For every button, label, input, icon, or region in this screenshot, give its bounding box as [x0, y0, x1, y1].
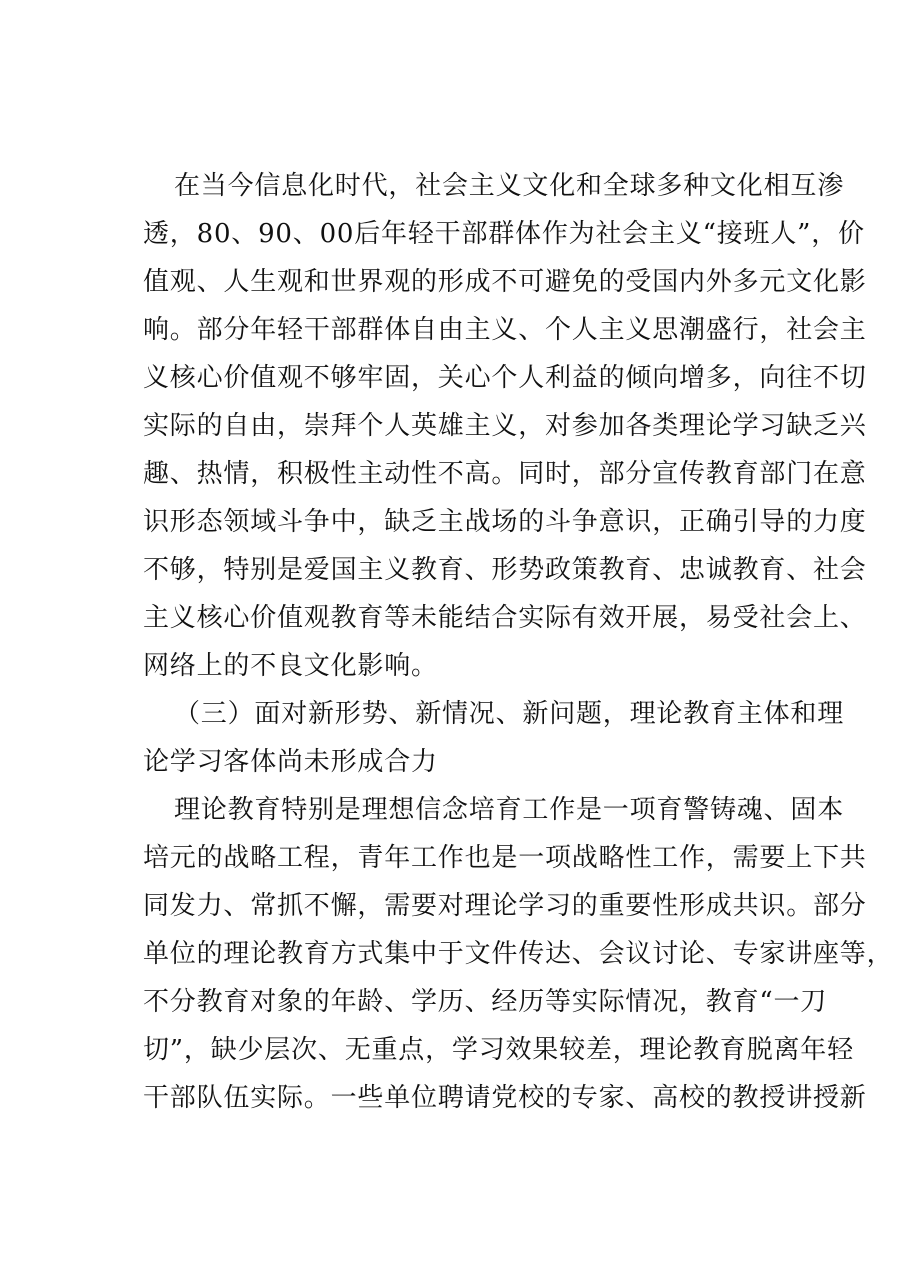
- paragraph-1-line-7: 趣、热情，积极性主动性不高。同时，部分宣传教育部门在意: [143, 459, 867, 489]
- paragraph-1-line-2: 透，80、90、00后年轻干部群体作为社会主义“接班人”，价: [143, 219, 865, 249]
- paragraph-2-line-6: 切”，缺少层次、无重点，学习效果较差，理论教育脱离年轻: [143, 1035, 854, 1065]
- paragraph-2-line-5: 不分教育对象的年龄、学历、经历等实际情况，教育“一刀: [143, 987, 828, 1017]
- paragraph-2-line-7: 干部队伍实际。一些单位聘请党校的专家、高校的教授讲授新: [143, 1083, 867, 1113]
- paragraph-2-line-1: 理论教育特别是理想信念培育工作是一项育警铸魂、固本: [174, 795, 845, 825]
- paragraph-1-line-5: 义核心价值观不够牢固，关心个人利益的倾向增多，向往不切: [143, 363, 867, 393]
- paragraph-2-line-4: 单位的理论教育方式集中于文件传达、会议讨论、专家讲座等，: [143, 939, 894, 969]
- paragraph-1-line-9: 不够，特别是爱国主义教育、形势政策教育、忠诚教育、社会: [143, 555, 867, 585]
- paragraph-1-line-3: 值观、人生观和世界观的形成不可避免的受国内外多元文化影: [143, 267, 867, 297]
- section-heading-line-1: （三）面对新形势、新情况、新问题，理论教育主体和理: [174, 699, 845, 729]
- paragraph-1-line-6: 实际的自由，崇拜个人英雄主义，对参加各类理论学习缺乏兴: [143, 411, 867, 441]
- paragraph-2-line-3: 同发力、常抓不懈，需要对理论学习的重要性形成共识。部分: [143, 891, 867, 921]
- paragraph-1-line-10: 主义核心价值观教育等未能结合实际有效开展，易受社会上、: [143, 603, 867, 633]
- section-heading-line-2: 论学习客体尚未形成合力: [143, 747, 438, 777]
- paragraph-1-line-4: 响。部分年轻干部群体自由主义、个人主义思潮盛行，社会主: [143, 315, 867, 345]
- paragraph-2-line-2: 培元的战略工程，青年工作也是一项战略性工作，需要上下共: [143, 843, 867, 873]
- paragraph-1-line-8: 识形态领域斗争中，缺乏主战场的斗争意识，正确引导的力度: [143, 507, 867, 537]
- paragraph-1-line-1: 在当今信息化时代，社会主义文化和全球多种文化相互渗: [174, 171, 845, 201]
- paragraph-1-line-11: 网络上的不良文化影响。: [143, 651, 438, 681]
